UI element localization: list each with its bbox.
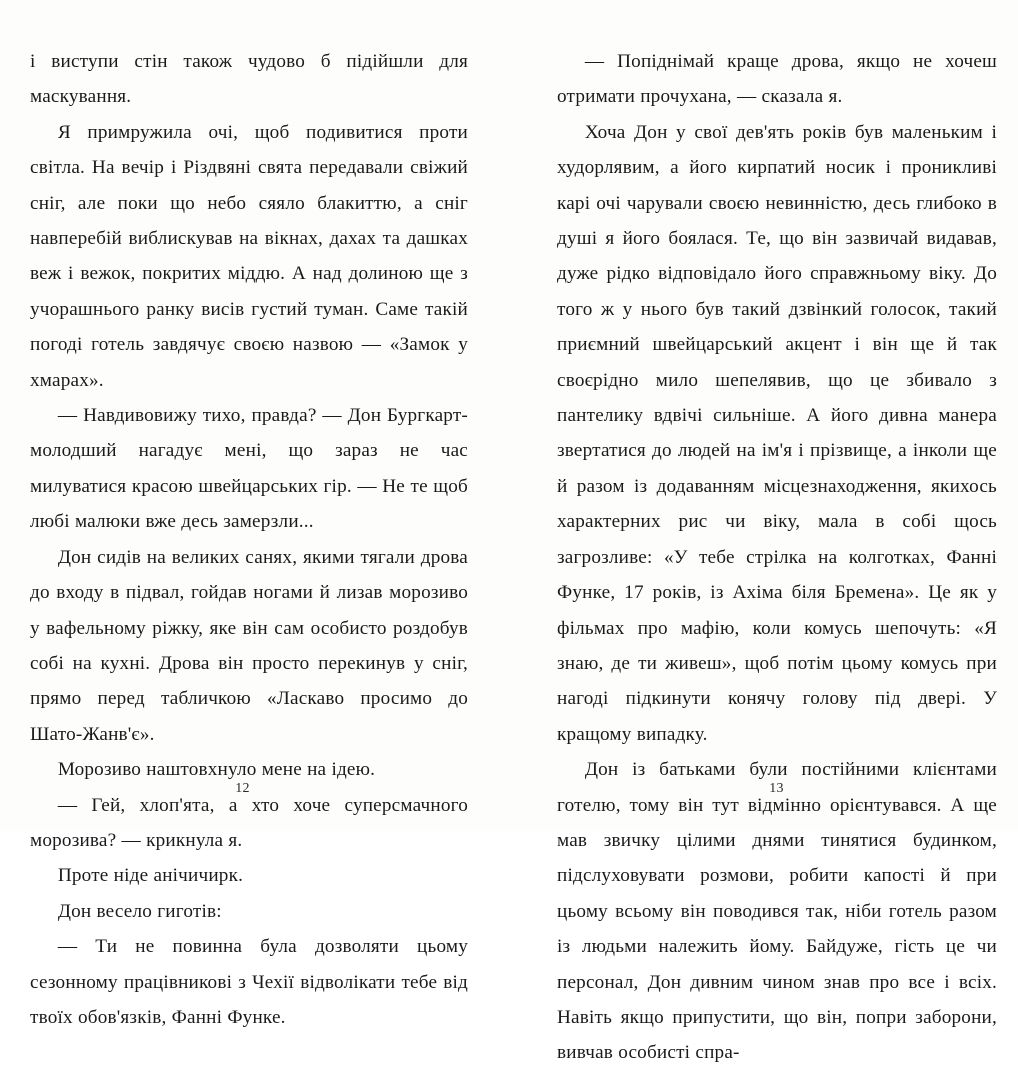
paragraph: — Навдивовижу тихо, правда? — Дон Бургкарт-молодший нагадує мені, що зараз не час милуватися красою швейцарських гір. — Не те щоб любі малюки вже десь замерзли...: [30, 405, 468, 533]
right-column-text: [557, 44, 997, 1071]
page-number-right: 13: [769, 781, 784, 796]
paragraph: Хоча Дон у свої дев'ять років був маленьким і худорлявим, а його кирпатий носик і проникливі карі очі чарували своєю невинністю, десь глибоко в душі я його боялася. Те, що він зазвичай видавав, дуже рідко відповідало його справжньому віку. До того ж у нього був такий дзвінкий голосок, такий приємний швейцарський акцент і він ще й так своєрідно мило шепелявив, що це збивало з пантелику вдвічі сильніше. А його дивна манера звертатися до людей на ім'я і прізвище, а інколи ще й разом із додаванням місцезнаходження, якихось характерних рис чи віку, мала в собі щось загрозливе: «У тебе стрілка на колготках, Фанні Функе, 17 років, із Ахіма біля Бремена». Це як у фільмах про мафію, коли комусь шепочуть: «Я знаю, де ти живеш», щоб потім цьому комусь при нагоді підкинути конячу голову під двері. У кращому випадку.: [557, 121, 997, 745]
paragraph: Дон із батьками були постійними клієнтами готелю, тому він тут відмінно орієнтувався. А ще мав звичку цілими днями тинятися будинком, підслуховувати розмови, робити капості й при цьому всьому він поводився так, ніби готель разом із людьми належить йому. Байдуже, гість це чи персонал, Дон дивним чином знав про все і всіх. Навіть якщо припустити, що він, попри заборони, вивчав особисті спра-: [557, 759, 997, 1064]
paragraph: Проте ніде анічичирк.: [57, 865, 244, 887]
paragraph: — Гей, хлоп'ята, а хто хоче суперсмачного морозива? — крикнула я.: [30, 794, 468, 851]
page-number-left: 12: [235, 781, 250, 796]
paragraph: Я примружила очі, щоб подивитися проти світла. На вечір і Різдвяні свята передавали свіжий сніг, але поки що небо сяяло блакиттю, а сніг навперебій виблискував на вікнах, дахах та дашках веж і вежок, покритих міддю. А над долиною ще з учорашнього ранку висів густий туман. Саме такій погоді готель завдячує своєю назвою — «Замок у хмарах».: [30, 121, 468, 391]
paragraph: Морозиво наштовхнуло мене на ідею.: [57, 759, 376, 781]
left-column-text: [30, 44, 468, 1035]
page-left: [0, 0, 509, 1028]
paragraph: — Попіднімай краще дрова, якщо не хочеш отримати прочухана, — сказала я.: [557, 51, 997, 108]
paragraph: Дон весело гиготів:: [57, 900, 222, 922]
paragraph: — Ти не повинна була дозволяти цьому сезонному працівникові з Чехії відволікати тебе від твоїх обов'язків, Фанні Функе.: [30, 936, 468, 1028]
paragraph: Дон сидів на великих санях, якими тягали дрова до входу в підвал, гойдав ногами й лизав морозиво у вафельному ріжку, яке він сам особисто роздобув собі на кухні. Дрова він просто перекинув у сніг, прямо перед табличкою «Ласкаво просимо до Шато-Жанв'є».: [30, 546, 468, 745]
paragraph: і виступи стін також чудово б підійшли для маскування.: [30, 51, 468, 108]
page-right: [509, 0, 1018, 1064]
